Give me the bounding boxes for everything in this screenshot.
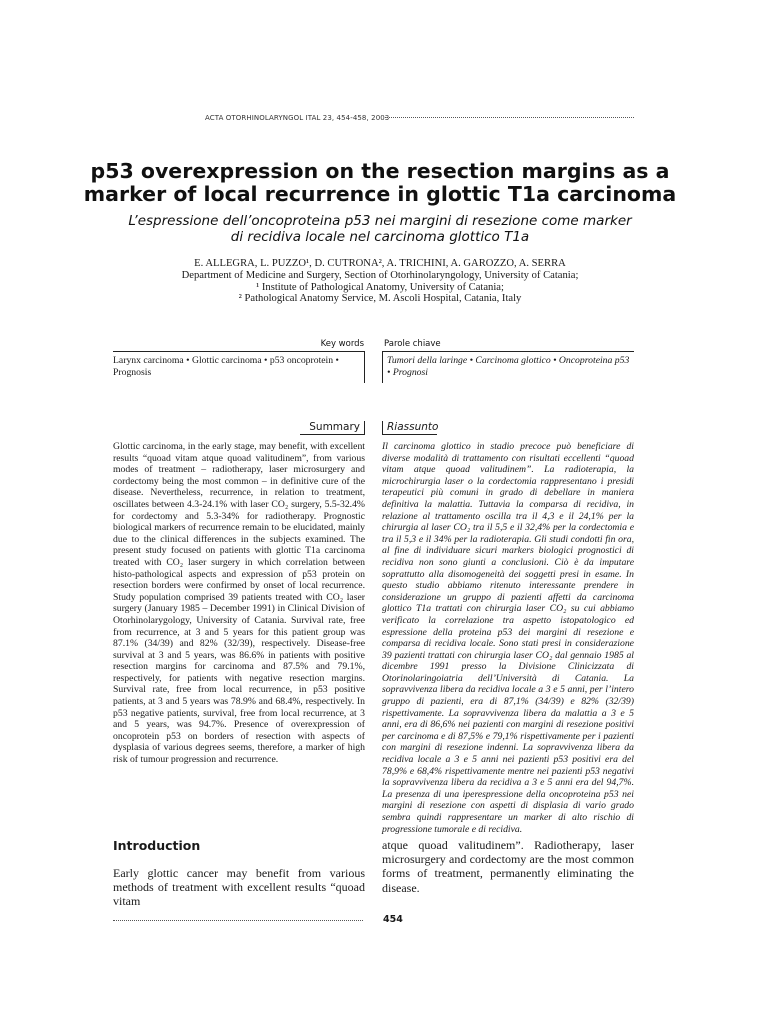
parole-chiave-vertical-rule xyxy=(382,351,383,383)
summary-vertical-rule xyxy=(364,421,365,434)
riassunto-rule xyxy=(382,434,437,435)
parole-chiave-text: Tumori della laringe • Carcinoma glottico • Oncoproteina p53 • Prognosi xyxy=(387,355,630,378)
author-names: E. ALLEGRA, L. PUZZO¹, D. CUTRONA², A. TRICHINI, A. GAROZZO, A. SERRA xyxy=(194,258,566,269)
affiliation-1: Department of Medicine and Surgery, Section of Otorhinolaryngology, University of Catania; xyxy=(181,269,579,281)
authors-block xyxy=(60,258,700,305)
introduction-heading: Introduction xyxy=(113,838,201,853)
subtitle-line-2: di recidiva locale nel carcinoma glottico T1a xyxy=(230,229,530,245)
parole-chiave-heading: Parole chiave xyxy=(384,339,441,349)
title-line-2: marker of local recurrence in glottic T1a carcinoma xyxy=(83,182,677,206)
riassunto-vertical-rule xyxy=(382,421,383,434)
summary-heading: Summary xyxy=(309,421,360,433)
riassunto-heading: Riassunto xyxy=(387,421,439,433)
title-line-1: p53 overexpression on the resection margins as a xyxy=(90,159,670,183)
subtitle-line-1: L’espressione dell’oncoproteina p53 nei margini di resezione come marker xyxy=(128,213,632,229)
summary-text: Glottic carcinoma, in the early stage, may benefit, with excellent results “quoad vitam atque quoad valitudinem”, from various modes of treatment – radiotherapy, laser microsurgery and cordectomy being the most common – in definitive cure of the disease. Nevertheless, recurrence, in relation to treatment, oscillates between 4.3-24.1% with laser CO₂ surgery, 5.5-32.4% for cordectomy and 5.3-34% for radiotherapy. Prognostic biological markers of recurrence remain to be elucidated, mainly due to the clinical differences in the subjects examined. The present study focused on patients with glottic T1a carcinoma treated with CO₂ laser surgery in which correlation between histo-pathological aspects and expression of p53 protein on resection borders were confirmed by onset of local recurrence. Study population comprised 39 patients treated with CO₂ laser surgery (January 1985 – December 1991) in Clinical Division of Otorhinolarygology, University of Catania. Survival rate, free from recurrence, at 3 and 5 years for this patient group was 87.1% (34/39) and 82% (32/39), respectively. Disease-free survival at 3 and 5 years, was 86.6% in patients with positive resection margins for carcinoma and 87.5% and 79.1%, respectively, for patients with negative resection margins. Survival rate, free from local recurrence, in p53 positive patients, at 3 and 5 years was 78.9% and 68.4%, respectively. In p53 negative patients, survival, free from local recurrence, at 3 and 5 years, was 94.7%. Presence of overexpression of oncoprotein p53 on borders of resection with aspects of dysplasia of various degrees seems, therefore, a marker of high risk of tumour progression and recurrence. xyxy=(113,441,365,766)
riassunto-text: Il carcinoma glottico in stadio precoce può beneficiare di diverse modalità di trattamento con risultati eccellenti “quoad vitam atque quoad valitudinem”. La radioterapia, la microchirurgia laser o la cordectomia rappresentano i presidi terapeutici più comuni in grado di debellare in maniera definitiva la malattia. Tuttavia la comparsa di recidiva, in relazione al trattamento oscilla tra il 4,3 e il 24,1% per la chirurgia al laser CO₂ tra il 5,5 e il 32,4% per la cordectomia e tra il 5,3 e il 34% per la radioterapia. Gli studi condotti fin ora, al fine di individuare sicuri markers biologici prognostici di recidiva non sono giunti a conclusioni. Ciò è da imputare soprattutto alla disomogeneità dei soggetti presi in esame. In questo studio abbiamo ritenuto interessante prendere in considerazione un gruppo di pazienti affetti da carcinoma glottico T1a trattati con chirurgia laser CO₂ su cui abbiamo verificato la correlazione tra aspetto istopatologico ed espressione della proteina p53 dei margini di resezione e comparsa di recidiva locale. Sono stati presi in considerazione 39 pazienti trattati con chirurgia laser CO₂ dal gennaio 1985 al dicembre 1991 presso la Divisione Clinicizzata di Otorinolaringoiatria dell’Università di Catania. La sopravvivenza libera da recidiva locale a 3 e 5 anni, per l’intero gruppo di pazienti, era di 87,1% (34/39) e 82% (32/39) rispettivamente. La sopravvivenza libera da malattia a 3 e 5 anni, era di 86,6% nei pazienti con margini di resezione positivi per carcinoma e di 87,5% e 79,1% rispettivamente per i pazienti con margini di resezione indenni. La sopravvivenza libera da recidiva locale a 3 e 5 anni nei pazienti p53 positivi era del 78,9% e 68,4% rispettivamente mentre nei pazienti p53 negativi la sopravvivenza libera da recidiva a 3 e 5 anni era del 94,7%. La presenza di una iperespressione della oncoproteina p53 nei margini di resezione con aspetti di displasia di vario grado sembra quindi rappresentare un marker di alto rischio di progressione tumorale e di recidiva. xyxy=(382,441,634,835)
journal-citation: ACTA OTORHINOLARYNGOL ITAL 23, 454-458, 2003 xyxy=(205,114,390,122)
affiliation-3: ² Pathological Anatomy Service, M. Ascoli Hospital, Catania, Italy xyxy=(238,293,522,305)
keywords-text: Larynx carcinoma • Glottic carcinoma • p53 oncoprotein • Prognosis xyxy=(113,355,339,378)
keywords-heading: Key words xyxy=(320,339,364,349)
article-title xyxy=(60,160,700,206)
keywords-rule xyxy=(113,351,365,352)
affiliation-2: ¹ Institute of Pathological Anatomy, University of Catania; xyxy=(256,281,504,293)
introduction-right-text: atque quoad valitudinem”. Radiotherapy, laser microsurgery and cordectomy are the most common forms of treatment, permanently eliminating the disease. xyxy=(382,838,634,895)
header-dotted-rule xyxy=(385,117,634,118)
page-number: 454 xyxy=(383,914,403,925)
summary-rule xyxy=(300,434,365,435)
parole-chiave-rule xyxy=(382,351,634,352)
footer-dotted-rule xyxy=(113,920,363,921)
keywords-vertical-rule xyxy=(364,351,365,383)
introduction-left-text: Early glottic cancer may benefit from various methods of treatment with excellent results “quoad vitam xyxy=(113,866,365,909)
article-subtitle xyxy=(60,213,700,245)
